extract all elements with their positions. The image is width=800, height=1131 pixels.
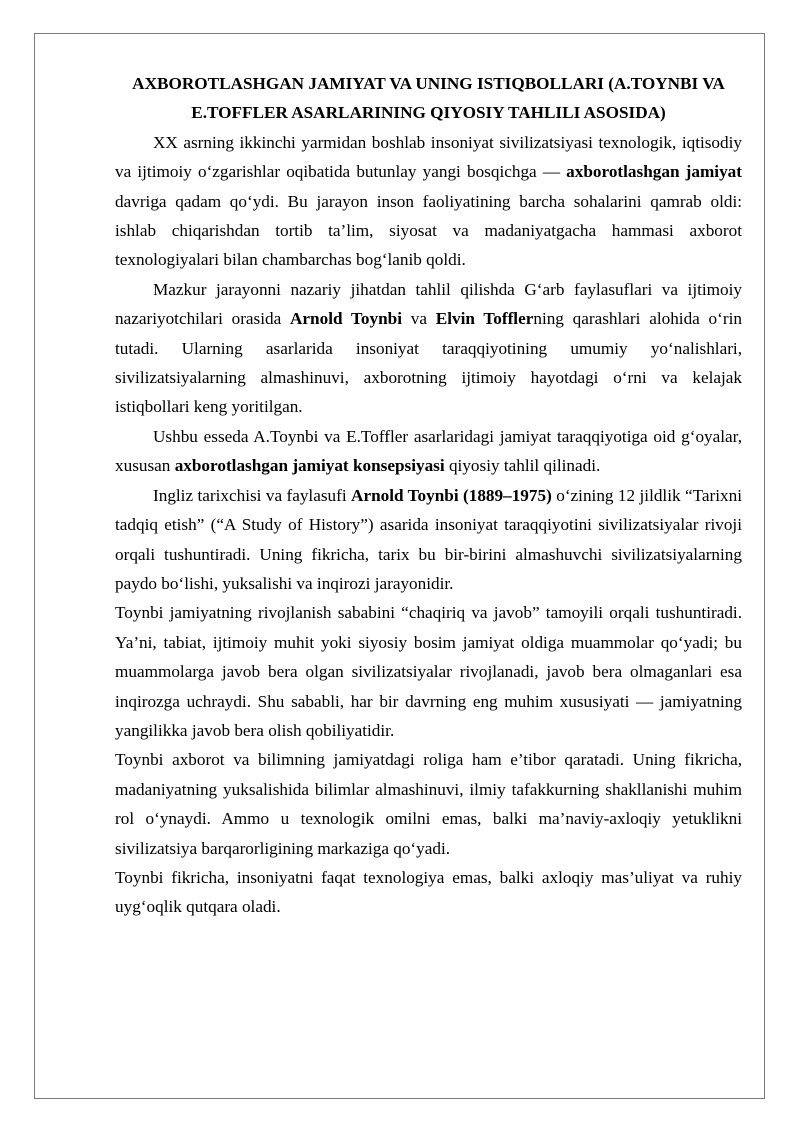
paragraph-4-text-a: Ingliz tarixchisi va faylasufi (153, 485, 352, 505)
paragraph-1 (115, 128, 742, 275)
term-axborotlashgan-jamiyat: axborotlashgan jamiyat (566, 162, 742, 182)
name-arnold-toynbi-years: Arnold Toynbi (1889–1975) (351, 485, 552, 505)
document-title: AXBOROTLASHGAN JAMIYAT VA UNING ISTIQBOLLARI (A.TOYNBI VA E.TOFFLER ASARLARINING QIYOSIY TAHLILI ASOSIDA) (132, 74, 725, 123)
paragraph-1-text-a: XX asrning ikkinchi yarmidan boshlab insoniyat sivilizatsiyasi texnologik, iqtisodiy va ijtimoiy o‘zgarishlar oqibatida butunlay yangi bosqichga — (115, 132, 742, 182)
paragraph-1-text-c: davriga qadam qo‘ydi. Bu jarayon inson faoliyatining barcha sohalarini qamrab oldi: ishlab chiqarishdan tortib ta’lim, siyosat va madaniyatgacha hammasi axborot texnologiyalari bilan chambarchas bog‘lanib qoldi. (115, 191, 742, 270)
paragraph-3-text-a: Ushbu esseda A.Toynbi va E.Toffler asarlaridagi jamiyat taraqqiyotiga oid g‘oyalar, xususan (115, 426, 742, 476)
paragraph-6: Toynbi axborot va bilimning jamiyatdagi roliga ham e’tibor qaratadi. Uning fikricha, madaniyatning yuksalishida bilimlar almashinuvi, ilmiy tafakkurning shakllanishi muhim rol o‘ynaydi. Ammo u texnologik omilni emas, balki ma’naviy-axloqiy yetuklikni sivilizatsiya barqarorligining markaziga qo‘yadi. (115, 750, 742, 858)
paragraph-4 (115, 481, 742, 599)
paragraph-4-text-c: o‘zining 12 jildlik “Tarixni tadqiq etish” (“A Study of History”) asarida insoniyat taraqqiyotini sivilizatsiyalar rivoji orqali tushuntiradi. Uning fikricha, tarix bu bir-birini almashuvchi sivilizatsiyalarning paydo bo‘lishi, yuksalishi va inqirozi jarayonidir. (115, 485, 742, 593)
name-arnold-toynbi: Arnold Toynbi (290, 309, 402, 329)
paragraph-2-text-a: Mazkur jarayonni nazariy jihatdan tahlil qilishda G‘arb faylasuflari va ijtimoiy nazariyotchilari orasida (115, 279, 742, 329)
paragraph-7: Toynbi fikricha, insoniyatni faqat texnologiya emas, balki axloqiy mas’uliyat va ruhiy uyg‘oqlik qutqara oladi. (115, 867, 742, 917)
paragraph-3 (115, 422, 742, 481)
term-konsepsiya: axborotlashgan jamiyat konsepsiyasi (174, 456, 445, 476)
paragraph-2-text-e: ning qarashlari alohida o‘rin tutadi. Ularning asarlarida insoniyat taraqqiyotining umumiy yo‘nalishlari, sivilizatsiyalarning almashinuvi, axborotning ijtimoiy hayotdagi o‘rni va kelajak istiqbollari keng yoritilgan. (115, 309, 742, 417)
paragraph-3-text-c: qiyosiy tahlil qilinadi. (444, 456, 601, 476)
paragraph-5: Toynbi jamiyatning rivojlanish sababini “chaqiriq va javob” tamoyili orqali tushuntiradi. Ya’ni, tabiat, ijtimoiy muhit yoki siyosiy bosim jamiyat oldiga muammolar qo‘yadi; bu muammolarga javob bera olgan sivilizatsiyalar rivojlanadi, javob bera olmaganlari esa inqirozga uchraydi. Shu sababli, har bir davrning eng muhim xususiyati — jamiyatning yangilikka javob bera olish qobiliyatidir. (115, 603, 742, 740)
document-body (115, 69, 742, 922)
name-elvin-toffler: Elvin Toffler (435, 309, 534, 329)
paragraph-2-text-c: va (401, 309, 436, 329)
paragraph-2 (115, 275, 742, 422)
